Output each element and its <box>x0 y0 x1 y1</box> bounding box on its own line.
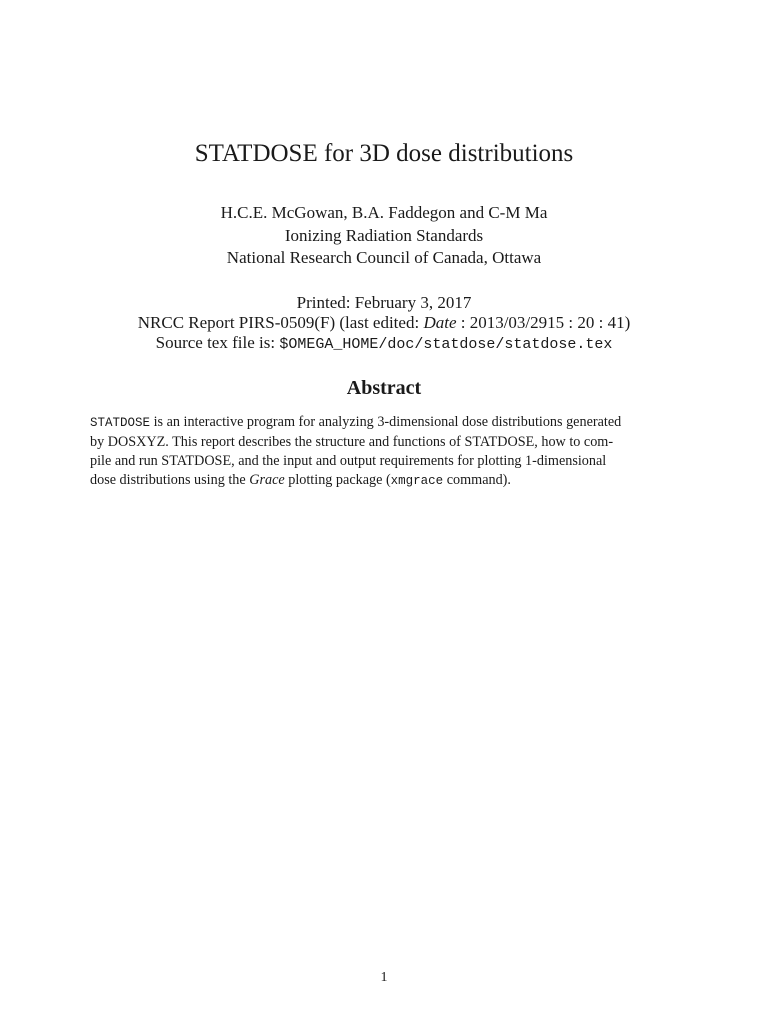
author-names: H.C.E. McGowan, B.A. Faddegon and C-M Ma <box>220 203 548 222</box>
abstract-line <box>90 471 680 491</box>
author-group: Ionizing Radiation Standards <box>284 225 484 245</box>
code-statdose: STATDOSE <box>90 416 151 430</box>
source-line <box>0 333 768 355</box>
report-line <box>0 313 768 333</box>
abstract-text: dose distributions using the <box>90 472 250 488</box>
report-date-label: Date <box>423 313 457 332</box>
author-block <box>0 202 768 270</box>
abstract-line <box>90 413 680 433</box>
author-institution: National Research Council of Canada, Ottawa <box>226 248 542 267</box>
document-meta <box>0 293 768 355</box>
printed-date: Printed: February 3, 2017 <box>296 293 472 312</box>
document-title: STATDOSE for 3D dose distributions <box>194 140 574 167</box>
abstract-text: command). <box>443 472 511 488</box>
abstract-text: plotting package ( <box>284 472 391 488</box>
code-xmgrace: xmgrace <box>390 474 444 488</box>
source-path: $OMEGA_HOME/doc/statdose/statdose.tex <box>279 336 613 353</box>
page-number: 1 <box>380 970 388 985</box>
abstract-heading: Abstract <box>346 377 422 399</box>
report-suffix: : 2013/03/2915 : 20 : 41) <box>456 313 631 332</box>
source-prefix: Source tex file is: <box>155 333 280 352</box>
abstract-line: pile and run STATDOSE, and the input and output requirements for plotting 1-dimensional <box>90 453 607 469</box>
abstract-line: by DOSXYZ. This report describes the structure and functions of STATDOSE, how to com- <box>90 434 614 450</box>
report-prefix: NRCC Report PIRS-0509(F) (last edited: <box>137 313 424 332</box>
grace-name: Grace <box>249 472 285 488</box>
abstract-body <box>90 413 680 491</box>
abstract-text: is an interactive program for analyzing 3-dimensional dose distributions generated <box>150 414 622 430</box>
